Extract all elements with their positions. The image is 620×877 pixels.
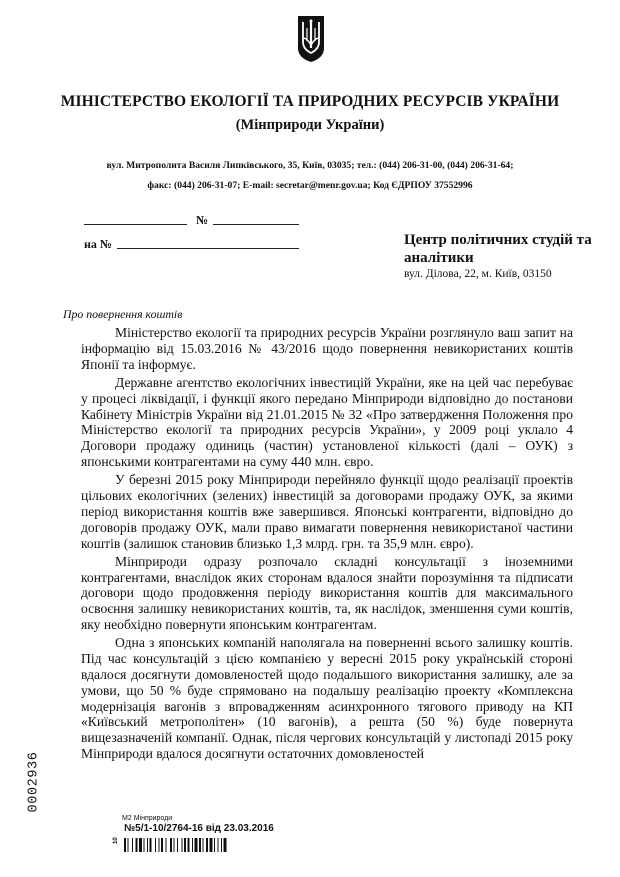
stamp-org <box>122 815 172 822</box>
reply-number-label: на № <box>84 237 112 251</box>
recipient-name: Центр політичних студій та аналітики <box>404 232 592 266</box>
paragraph: Мінприроди одразу розпочало складні консультації з іноземними контрагентами, внаслідок яких сторонам вдалося знайти порозуміння та підписати договори щодо продовження періоду використання коштів для максимального освоєння залишку невикористаних коштів, та, як наслідок, зменшення суми коштів, яку необхідно повернути японським контрагентам. <box>81 553 573 633</box>
trident-coat-of-arms-icon <box>296 14 326 64</box>
letter-subject: Про повернення коштів <box>63 307 183 321</box>
number-blank-line <box>213 224 299 225</box>
serial-number-text: 0002936 <box>26 751 42 813</box>
stamp-org-name: Мінприроди <box>133 815 173 822</box>
reply-number-blank-line <box>117 248 299 249</box>
recipient-address: вул. Ділова, 22, м. Київ, 03150 <box>404 268 552 280</box>
ministry-name: МІНІСТЕРСТВО ЕКОЛОГІЇ ТА ПРИРОДНИХ РЕСУРСІВ УКРАЇНИ <box>60 93 560 110</box>
barcode-icon <box>124 838 284 852</box>
stamp-prefix: М2 <box>122 815 132 822</box>
paragraph: Міністерство екології та природних ресурсів України розглянуло ваш запит на інформацію від 15.03.2016 № 43/2016 щодо повернення невикористаних коштів Японії та інформує. <box>81 325 573 372</box>
date-blank-line <box>84 224 187 225</box>
address-line-1: вул. Митрополита Василя Липківського, 35, Київ, 03035; тел.: (044) 206-31-00, (044) 206-31-64; <box>106 160 514 171</box>
ministry-short-name: (Мінприроди України) <box>235 117 385 133</box>
letter-body <box>81 325 573 764</box>
number-label: № <box>196 213 209 227</box>
paragraph: Одна з японських компаній наполягала на поверненні всього залишку коштів. Під час консультацій з цією компанією у вересні 2015 року українській стороні вдалося досягнути домовленостей щодо подальшого використання залишку, але за умови, що 50 % буде спрямовано на подальшу реалізацію проекту «Комплексна модернізація вагонів з впровадженням асинхронного тягового приводу на КП «Київський метрополітен» (10 вагонів), а решта (50 %) буде повернута вищезазначеній компанії. Однак, після чергових консультацій у листопаді 2015 року Мінприроди вдалося досягнути остаточних домовленостей <box>81 635 573 762</box>
serial-number <box>26 744 42 820</box>
address-line-2: факс: (044) 206-31-07; E-mail: secretar@menr.gov.ua; Код ЄДРПОУ 37552996 <box>147 180 473 191</box>
stamp-registration-number: №5/1-10/2764-16 від 23.03.2016 <box>124 823 274 834</box>
paragraph: Державне агентство екологічних інвестицій України, яке на цей час перебуває у процесі ліквідації, і функції якого передано Мінприроди відповідно до постанови Кабінету Міністрів України від 21.01.2015 № 32 «Про затвердження Положення про Міністерство екології та природних ресурсів України», у 2009 році уклало 4 Договори продажу одиниць (частин) установленої кількості (далі – ОУК) з японськими контрагентами на суму 440 млн. євро. <box>81 374 573 470</box>
stamp-code: 10 <box>113 837 119 844</box>
paragraph: У березні 2015 року Мінприроди перейняло функції щодо реалізації проектів цільових екологічних (зелених) інвестицій за договорами продажу ОУК, за якими період використання коштів вже завершився. Японські контрагенти, відповідно до договорів продажу ОУК, мали право вимагати повернення невикористаної частини коштів (залишок становив близько 1,3 млрд. грн. та 35,9 млн. євро). <box>81 472 573 551</box>
